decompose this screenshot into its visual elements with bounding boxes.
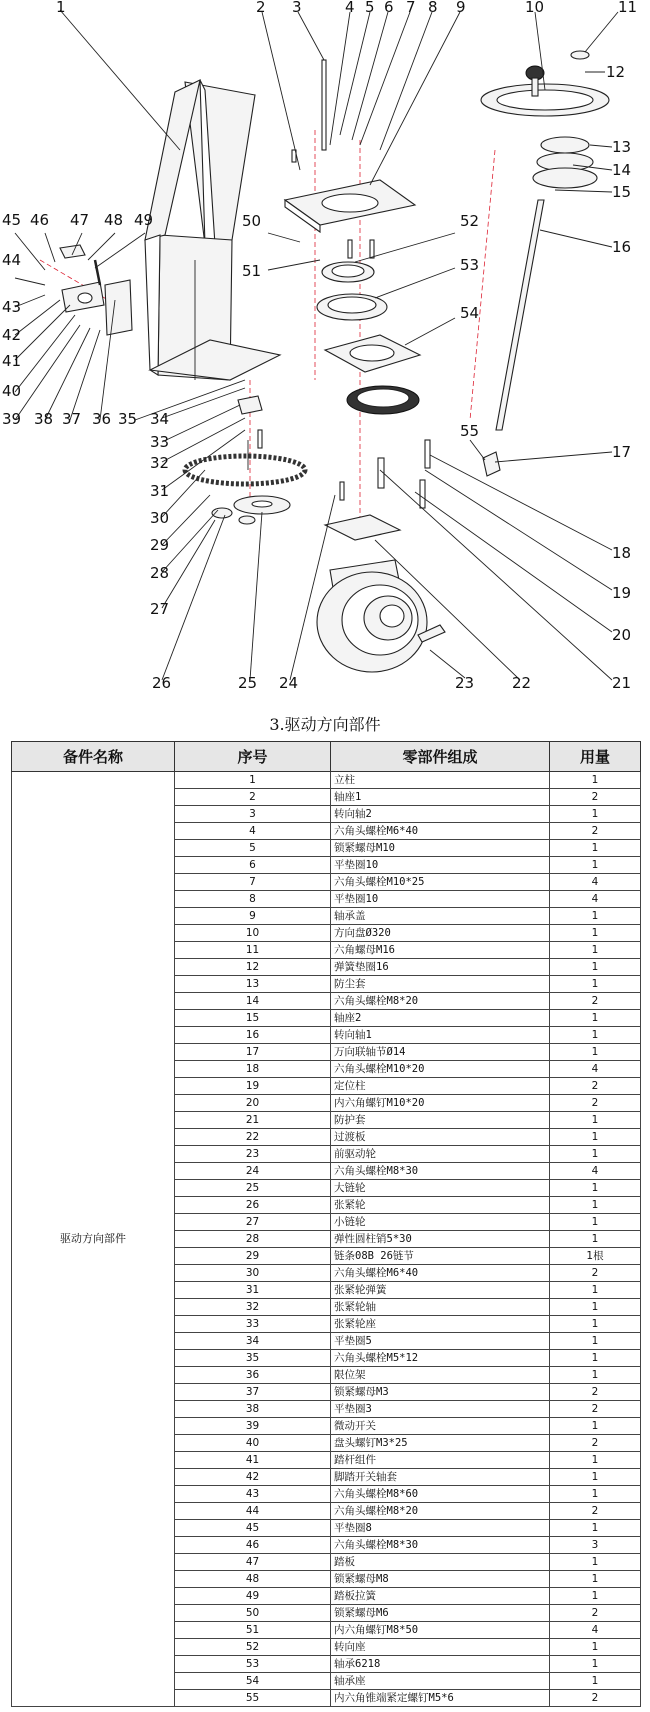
component-cell: 定位柱 xyxy=(331,1078,550,1095)
callout-27: 27 xyxy=(150,600,170,618)
serial-cell: 27 xyxy=(175,1214,331,1231)
quantity-cell: 4 xyxy=(550,1163,641,1180)
callout-3: 3 xyxy=(292,0,302,16)
serial-cell: 13 xyxy=(175,976,331,993)
callout-39: 39 xyxy=(2,410,22,428)
serial-cell: 2 xyxy=(175,789,331,806)
component-cell: 六角头螺栓M8*30 xyxy=(331,1163,550,1180)
quantity-cell: 2 xyxy=(550,1265,641,1282)
callout-17: 17 xyxy=(612,443,632,461)
component-cell: 弹簧垫圈16 xyxy=(331,959,550,976)
callout-23: 23 xyxy=(455,674,475,692)
component-cell: 前驱动轮 xyxy=(331,1146,550,1163)
callout-14: 14 xyxy=(612,161,632,179)
serial-cell: 21 xyxy=(175,1112,331,1129)
callout-46: 46 xyxy=(30,211,50,229)
quantity-cell: 1 xyxy=(550,1469,641,1486)
serial-cell: 43 xyxy=(175,1486,331,1503)
component-cell: 小链轮 xyxy=(331,1214,550,1231)
quantity-cell: 1 xyxy=(550,1656,641,1673)
quantity-cell: 1 xyxy=(550,1044,641,1061)
component-cell: 张紧轮座 xyxy=(331,1316,550,1333)
serial-cell: 55 xyxy=(175,1690,331,1707)
callout-29: 29 xyxy=(150,536,170,554)
component-cell: 盘头螺钉M3*25 xyxy=(331,1435,550,1452)
serial-cell: 33 xyxy=(175,1316,331,1333)
callout-35: 35 xyxy=(118,410,138,428)
callout-52: 52 xyxy=(460,212,480,230)
serial-cell: 49 xyxy=(175,1588,331,1605)
callout-48: 48 xyxy=(104,211,124,229)
table-row xyxy=(12,772,641,789)
callout-43: 43 xyxy=(2,298,22,316)
quantity-cell: 1 xyxy=(550,942,641,959)
serial-cell: 52 xyxy=(175,1639,331,1656)
component-cell: 轴座1 xyxy=(331,789,550,806)
quantity-cell: 1根 xyxy=(550,1248,641,1265)
quantity-cell: 1 xyxy=(550,1231,641,1248)
serial-cell: 53 xyxy=(175,1656,331,1673)
component-cell: 锁紧螺母M8 xyxy=(331,1571,550,1588)
component-cell: 方向盘Ø320 xyxy=(331,925,550,942)
serial-cell: 37 xyxy=(175,1384,331,1401)
component-cell: 锁紧螺母M3 xyxy=(331,1384,550,1401)
callout-20: 20 xyxy=(612,626,632,644)
component-cell: 六角头螺栓M5*12 xyxy=(331,1350,550,1367)
quantity-cell: 1 xyxy=(550,806,641,823)
component-cell: 过渡板 xyxy=(331,1129,550,1146)
quantity-cell: 1 xyxy=(550,1554,641,1571)
serial-cell: 38 xyxy=(175,1401,331,1418)
component-cell: 脚踏开关轴套 xyxy=(331,1469,550,1486)
quantity-cell: 1 xyxy=(550,976,641,993)
callout-9: 9 xyxy=(456,0,466,16)
serial-cell: 42 xyxy=(175,1469,331,1486)
callout-24: 24 xyxy=(279,674,299,692)
component-cell: 锁紧螺母M10 xyxy=(331,840,550,857)
quantity-cell: 1 xyxy=(550,1299,641,1316)
quantity-cell: 1 xyxy=(550,1282,641,1299)
component-cell: 平垫圈10 xyxy=(331,857,550,874)
quantity-cell: 4 xyxy=(550,874,641,891)
quantity-cell: 1 xyxy=(550,1588,641,1605)
callout-4: 4 xyxy=(345,0,355,16)
component-cell: 六角螺母M16 xyxy=(331,942,550,959)
component-cell: 转向座 xyxy=(331,1639,550,1656)
component-cell: 内六角螺钉M10*20 xyxy=(331,1095,550,1112)
callout-51: 51 xyxy=(242,262,262,280)
quantity-cell: 2 xyxy=(550,1384,641,1401)
quantity-cell: 1 xyxy=(550,857,641,874)
serial-cell: 17 xyxy=(175,1044,331,1061)
quantity-cell: 2 xyxy=(550,823,641,840)
quantity-cell: 2 xyxy=(550,993,641,1010)
serial-cell: 6 xyxy=(175,857,331,874)
callout-25: 25 xyxy=(238,674,258,692)
quantity-cell: 1 xyxy=(550,1486,641,1503)
component-cell: 轴座2 xyxy=(331,1010,550,1027)
callout-45: 45 xyxy=(2,211,22,229)
quantity-cell: 2 xyxy=(550,789,641,806)
quantity-cell: 1 xyxy=(550,1520,641,1537)
component-cell: 张紧轮弹簧 xyxy=(331,1282,550,1299)
callout-30: 30 xyxy=(150,509,170,527)
component-cell: 限位架 xyxy=(331,1367,550,1384)
callout-37: 37 xyxy=(62,410,82,428)
callout-16: 16 xyxy=(612,238,632,256)
serial-cell: 4 xyxy=(175,823,331,840)
component-cell: 轴承6218 xyxy=(331,1656,550,1673)
component-cell: 张紧轮轴 xyxy=(331,1299,550,1316)
component-cell: 平垫圈10 xyxy=(331,891,550,908)
component-cell: 六角头螺栓M6*40 xyxy=(331,823,550,840)
quantity-cell: 1 xyxy=(550,1452,641,1469)
component-cell: 万向联轴节Ø14 xyxy=(331,1044,550,1061)
quantity-cell: 1 xyxy=(550,1350,641,1367)
quantity-cell: 1 xyxy=(550,959,641,976)
serial-cell: 14 xyxy=(175,993,331,1010)
quantity-cell: 4 xyxy=(550,891,641,908)
callout-40: 40 xyxy=(2,382,22,400)
parts-table-body xyxy=(12,772,641,1707)
callout-7: 7 xyxy=(406,0,416,16)
component-cell: 转向轴1 xyxy=(331,1027,550,1044)
serial-cell: 35 xyxy=(175,1350,331,1367)
callout-2: 2 xyxy=(256,0,266,16)
component-cell: 轴承座 xyxy=(331,1673,550,1690)
quantity-cell: 1 xyxy=(550,772,641,789)
serial-cell: 22 xyxy=(175,1129,331,1146)
component-cell: 立柱 xyxy=(331,772,550,789)
serial-cell: 50 xyxy=(175,1605,331,1622)
callout-8: 8 xyxy=(428,0,438,16)
callout-41: 41 xyxy=(2,352,22,370)
header-serial-no: 序号 xyxy=(175,742,331,772)
component-cell: 转向轴2 xyxy=(331,806,550,823)
serial-cell: 5 xyxy=(175,840,331,857)
component-cell: 踏杆组件 xyxy=(331,1452,550,1469)
serial-cell: 48 xyxy=(175,1571,331,1588)
component-cell: 弹性圆柱销5*30 xyxy=(331,1231,550,1248)
header-part-name: 备件名称 xyxy=(12,742,175,772)
serial-cell: 51 xyxy=(175,1622,331,1639)
component-cell: 平垫圈5 xyxy=(331,1333,550,1350)
quantity-cell: 1 xyxy=(550,840,641,857)
serial-cell: 18 xyxy=(175,1061,331,1078)
component-cell: 六角头螺栓M8*60 xyxy=(331,1486,550,1503)
callout-42: 42 xyxy=(2,326,22,344)
serial-cell: 1 xyxy=(175,772,331,789)
quantity-cell: 2 xyxy=(550,1401,641,1418)
quantity-cell: 1 xyxy=(550,1197,641,1214)
component-cell: 六角头螺栓M8*20 xyxy=(331,1503,550,1520)
header-components: 零部件组成 xyxy=(331,742,550,772)
serial-cell: 47 xyxy=(175,1554,331,1571)
parts-table xyxy=(11,741,641,1707)
serial-cell: 12 xyxy=(175,959,331,976)
callout-36: 36 xyxy=(92,410,112,428)
callout-6: 6 xyxy=(384,0,394,16)
serial-cell: 3 xyxy=(175,806,331,823)
component-cell: 内六角锥端紧定螺钉M5*6 xyxy=(331,1690,550,1707)
quantity-cell: 4 xyxy=(550,1622,641,1639)
callout-10: 10 xyxy=(525,0,545,16)
callout-19: 19 xyxy=(612,584,632,602)
component-cell: 张紧轮 xyxy=(331,1197,550,1214)
serial-cell: 30 xyxy=(175,1265,331,1282)
callout-50: 50 xyxy=(242,212,262,230)
quantity-cell: 1 xyxy=(550,1027,641,1044)
quantity-cell: 1 xyxy=(550,1180,641,1197)
callout-13: 13 xyxy=(612,138,632,156)
serial-cell: 34 xyxy=(175,1333,331,1350)
callout-49: 49 xyxy=(134,211,154,229)
component-cell: 微动开关 xyxy=(331,1418,550,1435)
component-cell: 六角头螺栓M6*40 xyxy=(331,1265,550,1282)
callout-53: 53 xyxy=(460,256,480,274)
callout-47: 47 xyxy=(70,211,90,229)
serial-cell: 46 xyxy=(175,1537,331,1554)
quantity-cell: 1 xyxy=(550,1571,641,1588)
callout-54: 54 xyxy=(460,304,480,322)
callout-55: 55 xyxy=(460,422,480,440)
quantity-cell: 1 xyxy=(550,1214,641,1231)
callout-31: 31 xyxy=(150,482,170,500)
quantity-cell: 1 xyxy=(550,1010,641,1027)
component-cell: 防尘套 xyxy=(331,976,550,993)
quantity-cell: 3 xyxy=(550,1537,641,1554)
serial-cell: 32 xyxy=(175,1299,331,1316)
serial-cell: 10 xyxy=(175,925,331,942)
callout-32: 32 xyxy=(150,454,170,472)
component-cell: 平垫圈8 xyxy=(331,1520,550,1537)
component-cell: 六角头螺栓M8*20 xyxy=(331,993,550,1010)
callout-11: 11 xyxy=(618,0,638,16)
serial-cell: 39 xyxy=(175,1418,331,1435)
serial-cell: 11 xyxy=(175,942,331,959)
serial-cell: 9 xyxy=(175,908,331,925)
serial-cell: 54 xyxy=(175,1673,331,1690)
component-cell: 踏板拉簧 xyxy=(331,1588,550,1605)
serial-cell: 7 xyxy=(175,874,331,891)
quantity-cell: 1 xyxy=(550,908,641,925)
component-cell: 防护套 xyxy=(331,1112,550,1129)
section-title: 3.驱动方向部件 xyxy=(269,715,381,734)
serial-cell: 29 xyxy=(175,1248,331,1265)
quantity-cell: 2 xyxy=(550,1605,641,1622)
quantity-cell: 1 xyxy=(550,1418,641,1435)
serial-cell: 45 xyxy=(175,1520,331,1537)
quantity-cell: 1 xyxy=(550,1333,641,1350)
callout-5: 5 xyxy=(365,0,375,16)
serial-cell: 19 xyxy=(175,1078,331,1095)
component-cell: 大链轮 xyxy=(331,1180,550,1197)
serial-cell: 26 xyxy=(175,1197,331,1214)
callout-18: 18 xyxy=(612,544,632,562)
callout-21: 21 xyxy=(612,674,632,692)
quantity-cell: 2 xyxy=(550,1690,641,1707)
drawing-linework xyxy=(40,51,609,672)
table-header-row xyxy=(12,742,641,772)
serial-cell: 40 xyxy=(175,1435,331,1452)
serial-cell: 41 xyxy=(175,1452,331,1469)
callout-15: 15 xyxy=(612,183,632,201)
serial-cell: 8 xyxy=(175,891,331,908)
serial-cell: 24 xyxy=(175,1163,331,1180)
quantity-cell: 1 xyxy=(550,1129,641,1146)
quantity-cell: 4 xyxy=(550,1061,641,1078)
component-cell: 六角头螺栓M10*20 xyxy=(331,1061,550,1078)
component-cell: 踏板 xyxy=(331,1554,550,1571)
serial-cell: 15 xyxy=(175,1010,331,1027)
serial-cell: 25 xyxy=(175,1180,331,1197)
quantity-cell: 1 xyxy=(550,1112,641,1129)
quantity-cell: 1 xyxy=(550,1316,641,1333)
quantity-cell: 1 xyxy=(550,1673,641,1690)
serial-cell: 36 xyxy=(175,1367,331,1384)
exploded-parts-diagram xyxy=(0,0,650,705)
component-cell: 内六角螺钉M8*50 xyxy=(331,1622,550,1639)
callout-28: 28 xyxy=(150,564,170,582)
callout-12: 12 xyxy=(606,63,626,81)
component-cell: 轴承盖 xyxy=(331,908,550,925)
quantity-cell: 2 xyxy=(550,1435,641,1452)
callout-26: 26 xyxy=(152,674,172,692)
callout-33: 33 xyxy=(150,433,170,451)
serial-cell: 31 xyxy=(175,1282,331,1299)
quantity-cell: 2 xyxy=(550,1078,641,1095)
quantity-cell: 1 xyxy=(550,925,641,942)
quantity-cell: 2 xyxy=(550,1503,641,1520)
serial-cell: 23 xyxy=(175,1146,331,1163)
serial-cell: 20 xyxy=(175,1095,331,1112)
component-cell: 六角头螺栓M10*25 xyxy=(331,874,550,891)
quantity-cell: 2 xyxy=(550,1095,641,1112)
callout-38: 38 xyxy=(34,410,54,428)
callout-22: 22 xyxy=(512,674,532,692)
quantity-cell: 1 xyxy=(550,1367,641,1384)
header-quantity: 用量 xyxy=(550,742,641,772)
callout-44: 44 xyxy=(2,251,22,269)
quantity-cell: 1 xyxy=(550,1639,641,1656)
component-cell: 链条08B 26链节 xyxy=(331,1248,550,1265)
callout-34: 34 xyxy=(150,410,170,428)
quantity-cell: 1 xyxy=(550,1146,641,1163)
serial-cell: 28 xyxy=(175,1231,331,1248)
component-cell: 平垫圈3 xyxy=(331,1401,550,1418)
category-cell: 驱动方向部件 xyxy=(12,772,175,1707)
serial-cell: 44 xyxy=(175,1503,331,1520)
component-cell: 六角头螺栓M8*30 xyxy=(331,1537,550,1554)
component-cell: 锁紧螺母M6 xyxy=(331,1605,550,1622)
serial-cell: 16 xyxy=(175,1027,331,1044)
callout-1: 1 xyxy=(56,0,66,16)
